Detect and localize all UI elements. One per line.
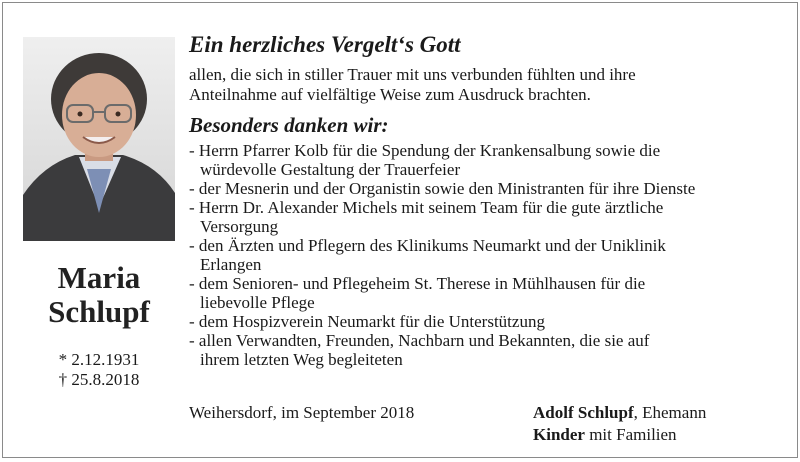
life-dates: [13, 350, 185, 390]
intro-line-1: allen, die sich in stiller Trauer mit uns verbunden fühlten und ihre: [189, 65, 636, 84]
signer-2-name: Kinder: [533, 425, 585, 444]
list-item: - den Ärzten und Pflegern des Klinikums Neumarkt und der Uniklinik Erlangen: [189, 236, 666, 274]
signer-1-name: Adolf Schlupf: [533, 403, 634, 422]
thanks-list: [189, 141, 789, 369]
first-name: Maria: [57, 260, 141, 295]
portrait-photo: [23, 37, 175, 241]
signatures: [533, 402, 706, 446]
deceased-name: [13, 261, 185, 329]
signer-2: [533, 424, 706, 446]
signer-2-role: mit Familien: [584, 425, 677, 444]
signer-1: [533, 402, 706, 424]
main-text: [189, 31, 789, 369]
death-date: † 25.8.2018: [58, 370, 140, 389]
list-item: - Herrn Dr. Alexander Michels mit seinem Team für die gute ärztliche Versorgung: [189, 198, 664, 236]
list-item: - dem Senioren- und Pflegeheim St. Therese in Mühlhausen für die liebevolle Pflege: [189, 274, 646, 312]
list-item: - allen Verwandten, Freunden, Nachbarn und Bekannten, die sie auf ihrem letzten Weg begleiteten: [189, 331, 650, 369]
place-date: Weihersdorf, im September 2018: [189, 403, 415, 422]
list-item: - der Mesnerin und der Organistin sowie den Ministranten für ihre Dienste: [189, 179, 696, 198]
last-name: Schlupf: [48, 294, 150, 329]
intro-text: [189, 65, 789, 105]
signer-1-role: , Ehemann: [633, 403, 707, 422]
obituary-card: [2, 2, 798, 458]
page-title: Ein herzliches Vergelt‘s Gott: [189, 32, 461, 57]
thanks-heading: Besonders danken wir:: [189, 113, 389, 137]
list-item: - Herrn Pfarrer Kolb für die Spendung der Krankensalbung sowie die würdevolle Gestaltung der Trauerfeier: [189, 141, 661, 179]
portrait-photo-icon: [23, 37, 175, 241]
intro-line-2: Anteilnahme auf vielfältige Weise zum Ausdruck brachten.: [189, 85, 591, 104]
birth-date: * 2.12.1931: [58, 350, 140, 369]
list-item: - dem Hospizverein Neumarkt für die Unterstützung: [189, 312, 545, 331]
